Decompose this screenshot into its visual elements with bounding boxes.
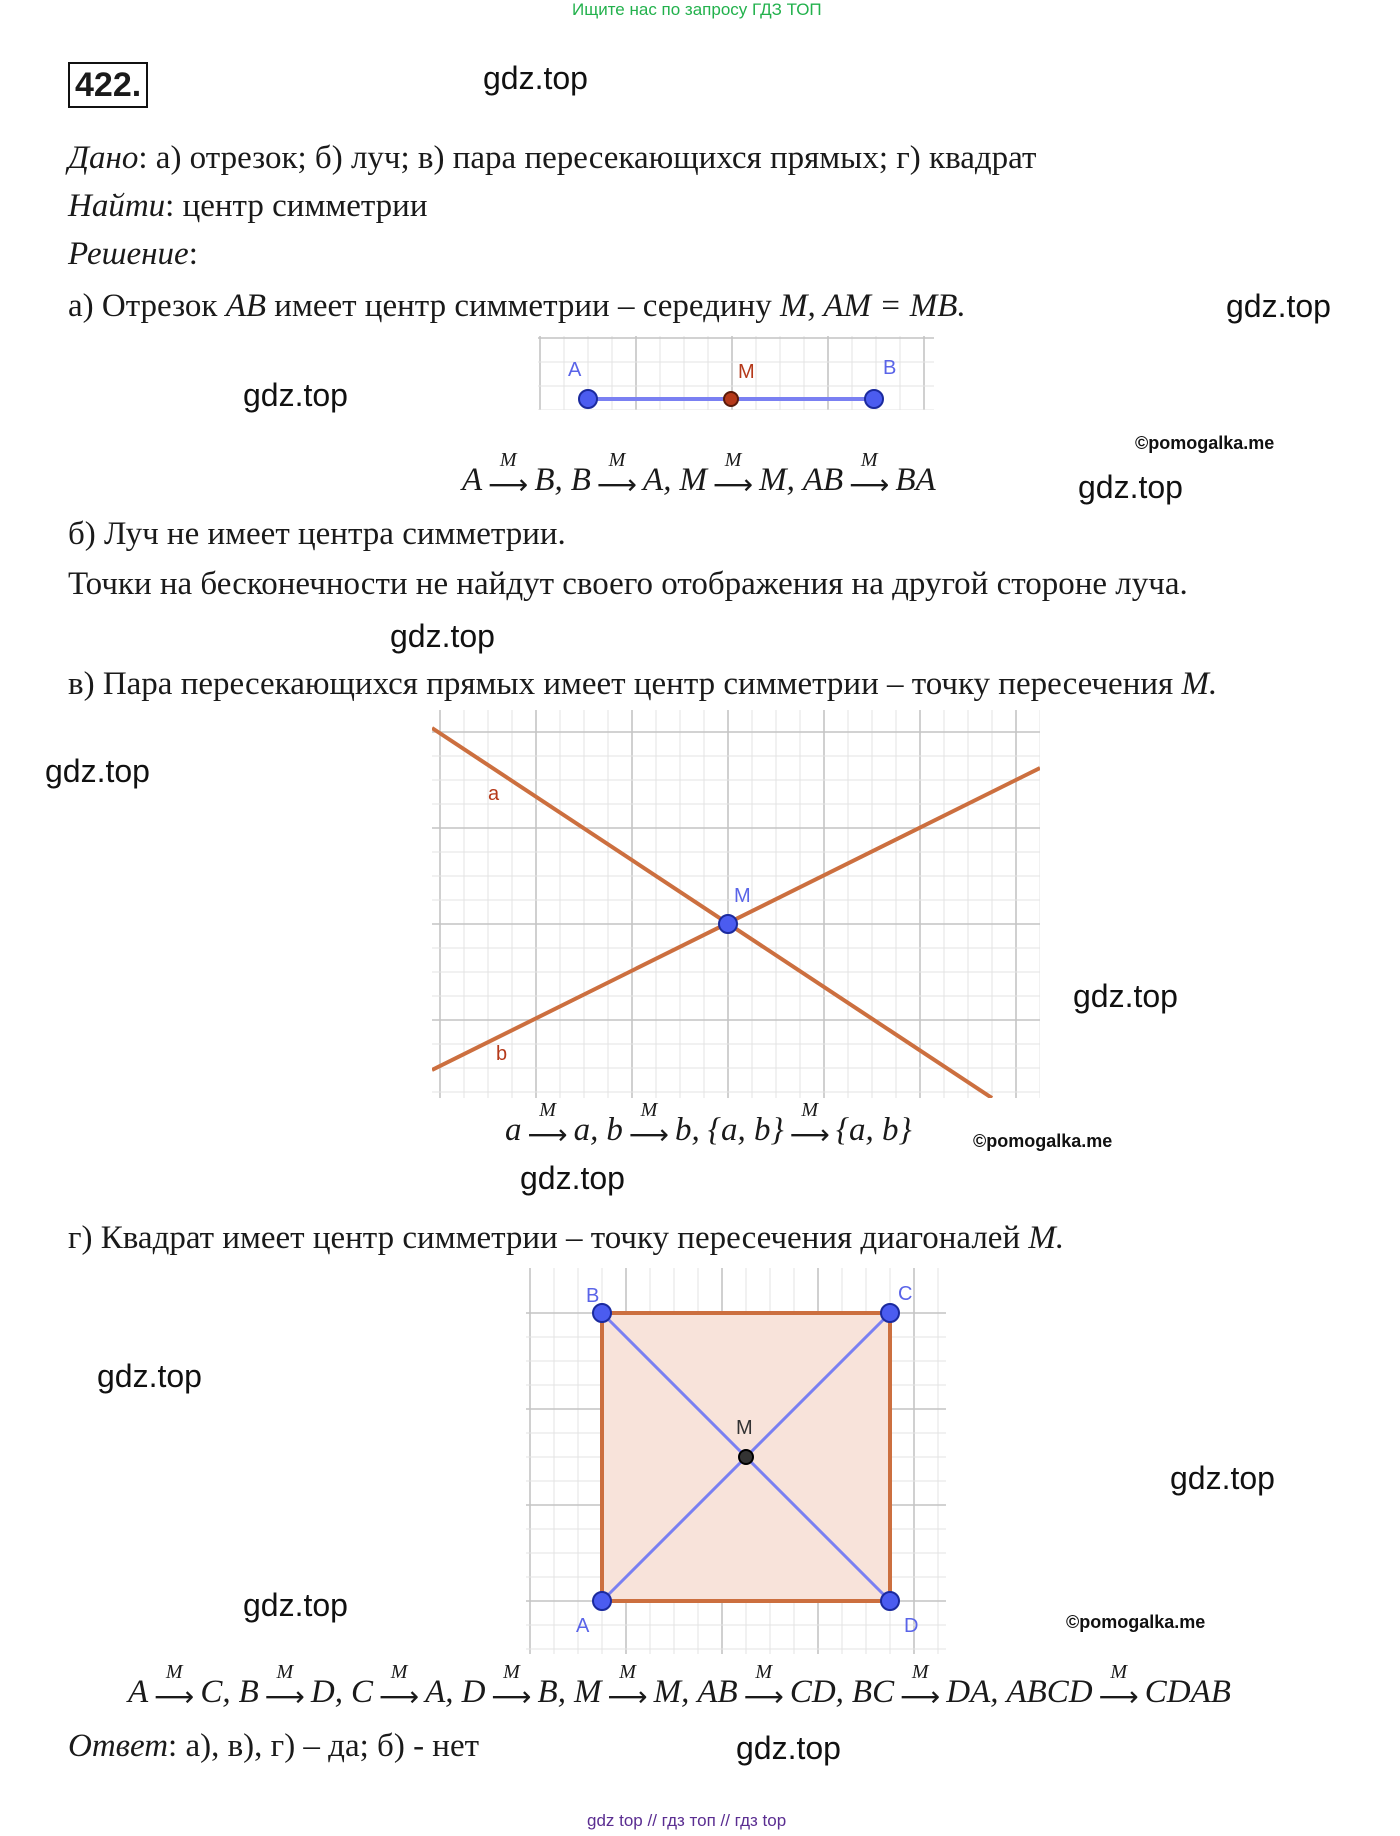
mapping-item (679, 450, 794, 499)
point-m (724, 392, 738, 406)
mapping-item (351, 1662, 454, 1711)
label-a: A (568, 359, 582, 381)
arrow-icon: ⟶ (154, 1680, 195, 1713)
mapping-to: {a, b} (835, 1112, 912, 1148)
watermark: gdz.top (97, 1358, 202, 1394)
arrow-icon: ⟶ (900, 1680, 941, 1713)
part-c-text: в) Пара пересекающихся прямых имеет центр симметрии – точку пересечения (68, 666, 1182, 702)
mapping-over: M (608, 449, 626, 471)
mapping-arrow (790, 1100, 830, 1149)
mapping-to: a, (573, 1112, 599, 1148)
part-d-math: M. (1028, 1220, 1065, 1256)
arrow-icon: ⟶ (849, 468, 890, 501)
problem-number: 422. (68, 62, 148, 108)
watermark: gdz.top (736, 1730, 841, 1766)
label-b: B (883, 357, 897, 379)
given-label: Дано (68, 140, 139, 176)
watermark: gdz.top (1078, 469, 1183, 505)
mapping-item (462, 450, 563, 499)
mapping-arrow (265, 1662, 305, 1711)
part-a-text-2: имеет центр симметрии – середину (266, 288, 780, 324)
label-m: M (734, 885, 751, 907)
solution-label: Решение (68, 236, 189, 272)
point-d (881, 1592, 899, 1610)
arrow-icon: ⟶ (264, 1680, 305, 1713)
label-c: C (898, 1283, 913, 1305)
point-c (881, 1304, 899, 1322)
arrow-icon: ⟶ (712, 468, 754, 501)
copyright: ©pomogalka.me (1135, 433, 1275, 453)
mapping-to: B, (534, 462, 563, 498)
mapping-item (128, 1662, 231, 1711)
mapping-from: AB (697, 1674, 738, 1710)
mapping-from: a (505, 1112, 522, 1148)
arrow-icon: ⟶ (607, 1680, 648, 1713)
part-d-text: г) Квадрат имеет центр симметрии – точку пересечения диагоналей (68, 1220, 1029, 1256)
mapping-over: M (539, 1099, 556, 1121)
watermark: gdz.top (1073, 978, 1178, 1014)
watermark: gdz.top (1170, 1460, 1275, 1496)
mapping-item (571, 450, 672, 499)
line-a (432, 728, 992, 1098)
mapping-arrow (528, 1100, 568, 1149)
mapping-over: M (860, 449, 878, 471)
mapping-over: M (390, 1661, 408, 1683)
mapping-arrow (744, 1662, 784, 1711)
mapping-item (1006, 1662, 1230, 1711)
mapping-to: M, (759, 462, 795, 498)
given-line (68, 140, 1036, 177)
label-m: M (736, 1417, 753, 1439)
solution-text: : (188, 236, 198, 272)
mapping-arrow (491, 1662, 531, 1711)
mapping-from: A (128, 1674, 149, 1710)
part-d-mapping (128, 1662, 1239, 1711)
arrow-icon: ⟶ (488, 468, 529, 501)
mapping-to: b, (675, 1112, 700, 1148)
mapping-over: M (499, 449, 517, 471)
mapping-from: B (238, 1674, 259, 1710)
arrow-icon: ⟶ (379, 1680, 420, 1713)
mapping-over: M (801, 1099, 819, 1121)
watermark: gdz.top (390, 618, 495, 654)
answer-text: : а), в), г) – да; б) - нет (168, 1728, 480, 1764)
mapping-to: D, (310, 1674, 343, 1710)
part-b-line-2: Точки на бесконечности не найдут своего отображения на другой стороне луча. (68, 566, 1188, 602)
mapping-to: A, (425, 1674, 454, 1710)
mapping-over: M (1110, 1661, 1128, 1683)
mapping-arrow (713, 450, 753, 499)
point-b (865, 390, 883, 408)
arrow-icon: ⟶ (527, 1118, 568, 1151)
part-d-statement (68, 1220, 1064, 1257)
copyright: ©pomogalka.me (973, 1131, 1113, 1151)
watermark: gdz.top (243, 1587, 348, 1623)
point-a (593, 1592, 611, 1610)
mapping-to: DA, (946, 1674, 999, 1710)
mapping-to: CDAB (1144, 1674, 1231, 1710)
mapping-from: ABCD (1006, 1674, 1093, 1710)
mapping-item (574, 1662, 689, 1711)
mapping-to: A, (643, 462, 672, 498)
mapping-arrow (629, 1100, 669, 1149)
mapping-to: CD, (789, 1674, 844, 1710)
part-b-line-1: б) Луч не имеет центра симметрии. (68, 516, 566, 552)
mapping-over: M (619, 1661, 636, 1683)
label-d: D (904, 1615, 919, 1637)
mapping-item (606, 1100, 699, 1149)
watermark: gdz.top (45, 753, 150, 789)
mapping-arrow (154, 1662, 194, 1711)
mapping-arrow (1099, 1662, 1139, 1711)
watermark: gdz.top (483, 60, 588, 96)
point-a (579, 390, 597, 408)
bottom-banner: gdz top // гдз топ // гдз top (587, 1811, 787, 1830)
part-a-mapping (462, 450, 944, 499)
mapping-item (852, 1662, 999, 1711)
solution-line (68, 236, 198, 273)
mapping-over: M (503, 1661, 520, 1683)
mapping-from: C (350, 1674, 373, 1710)
mapping-from: D (461, 1674, 486, 1710)
mapping-item (462, 1662, 566, 1711)
arrow-icon: ⟶ (628, 1118, 670, 1151)
part-c-mapping (505, 1100, 920, 1149)
part-a-seg: AB (225, 288, 267, 324)
part-c-math: M. (1181, 666, 1218, 702)
mapping-item (697, 1662, 844, 1711)
mapping-over: M (276, 1661, 294, 1683)
watermark: gdz.top (520, 1160, 625, 1196)
label-a: A (576, 1615, 590, 1637)
label-line-b: b (496, 1043, 508, 1065)
mapping-over: M (724, 449, 742, 471)
arrow-icon: ⟶ (1098, 1680, 1139, 1713)
mapping-item (708, 1100, 912, 1149)
mapping-from: b (606, 1112, 623, 1148)
lines-figure (432, 710, 1040, 1098)
part-c-statement (68, 666, 1217, 703)
mapping-to: B, (537, 1674, 566, 1710)
mapping-to: BA (895, 462, 936, 498)
arrow-icon: ⟶ (789, 1118, 830, 1151)
mapping-arrow (379, 1662, 419, 1711)
mapping-arrow (607, 1662, 647, 1711)
watermark: gdz.top (1226, 288, 1331, 324)
square-figure (526, 1268, 946, 1654)
mapping-arrow (849, 450, 889, 499)
mapping-from: B (570, 462, 591, 498)
find-label: Найти (68, 188, 166, 224)
arrow-icon: ⟶ (491, 1680, 532, 1713)
label-line-a: a (488, 783, 500, 805)
mapping-from: A (462, 462, 483, 498)
mapping-arrow (488, 450, 528, 499)
mapping-from: BC (851, 1674, 895, 1710)
mapping-item (803, 450, 936, 499)
top-banner: Ищите нас по запросу ГДЗ ТОП (572, 0, 822, 19)
watermark: gdz.top (243, 377, 348, 413)
mapping-from: AB (802, 462, 844, 498)
find-text: : центр симметрии (165, 188, 428, 224)
given-text: : а) отрезок; б) луч; в) пара пересекающихся прямых; г) квадрат (138, 140, 1037, 176)
copyright: ©pomogalka.me (1066, 1612, 1206, 1632)
mapping-arrow (597, 450, 637, 499)
mapping-item (505, 1100, 598, 1149)
mapping-over: M (165, 1661, 183, 1683)
point-m (739, 1450, 753, 1464)
label-b: B (586, 1285, 600, 1307)
find-line (68, 188, 428, 225)
mapping-arrow (900, 1662, 940, 1711)
part-a-text-1: а) Отрезок (68, 288, 226, 324)
part-a-math: M, AM = MB. (779, 288, 966, 324)
label-m: M (738, 361, 755, 383)
mapping-from: M (573, 1674, 602, 1710)
arrow-icon: ⟶ (596, 468, 638, 501)
mapping-over: M (640, 1099, 658, 1121)
answer-label: Ответ (68, 1728, 169, 1764)
mapping-over: M (755, 1661, 773, 1683)
arrow-icon: ⟶ (743, 1680, 784, 1713)
mapping-from: {a, b} (707, 1112, 784, 1148)
segment-figure (538, 336, 934, 410)
mapping-over: M (911, 1661, 929, 1683)
mapping-to: M, (653, 1674, 690, 1710)
point-m (719, 915, 737, 933)
mapping-to: C, (200, 1674, 231, 1710)
answer-line (68, 1728, 479, 1765)
mapping-from: M (679, 462, 707, 498)
mapping-item (239, 1662, 343, 1711)
part-a-statement (68, 288, 966, 325)
